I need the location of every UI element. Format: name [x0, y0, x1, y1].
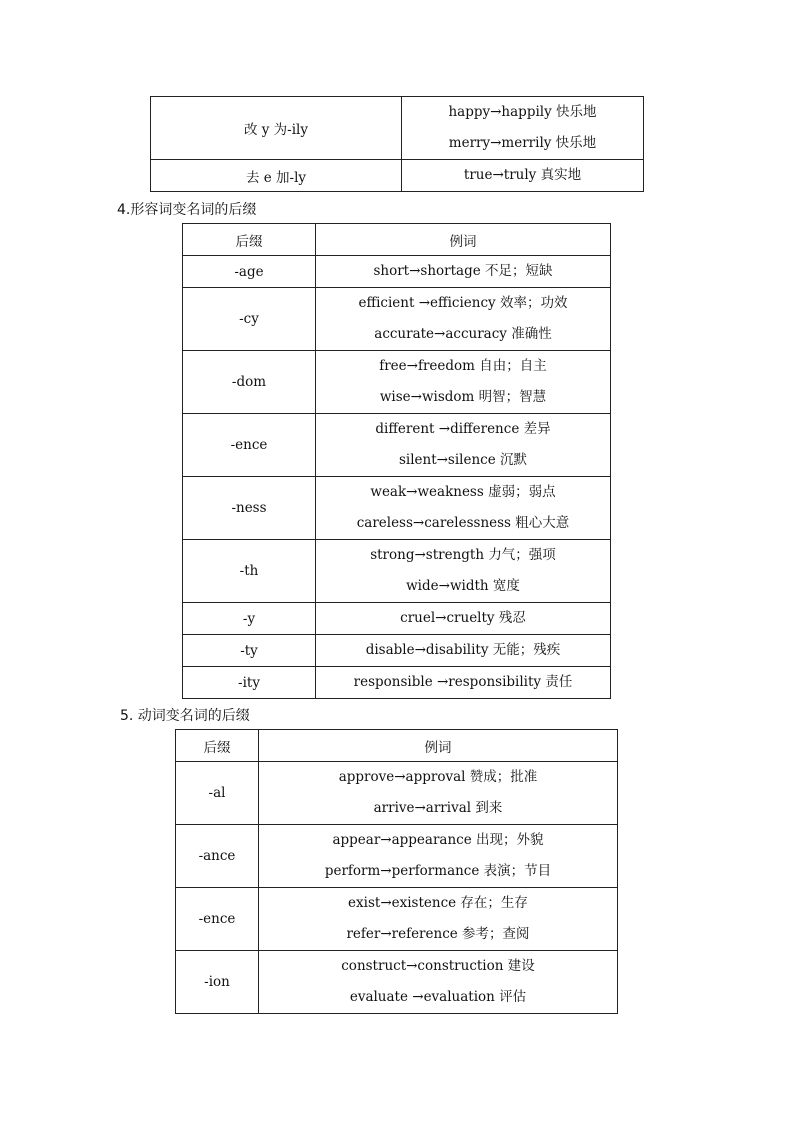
suffix-header: 后缀	[183, 224, 316, 256]
example-text: disable→disability 无能；残疾	[365, 642, 561, 658]
suffix-header: 后缀	[176, 730, 259, 762]
example-text: approve→approval 赞成；批准	[338, 769, 538, 785]
example-text: evaluate →evaluation 评估	[349, 989, 527, 1005]
adverb-suffix-table	[150, 96, 644, 192]
suffix-cell: -ity	[183, 667, 316, 699]
examples-cell	[259, 888, 618, 951]
suffix-cell: -dom	[183, 351, 316, 414]
table-row	[183, 351, 611, 414]
section-4-heading: 4.形容词变名词的后缀	[117, 202, 257, 218]
table-row	[183, 667, 611, 699]
table-row	[183, 477, 611, 540]
verb-to-noun-suffix-table	[175, 729, 618, 1014]
suffix-cell: -ty	[183, 635, 316, 667]
suffix-cell: -ance	[176, 825, 259, 888]
examples-cell	[259, 951, 618, 1014]
example-text: cruel→cruelty 残忍	[400, 610, 526, 626]
suffix-cell: -cy	[183, 288, 316, 351]
suffix-cell: -al	[176, 762, 259, 825]
suffix-cell: -age	[183, 256, 316, 288]
example-text: happy→happily 快乐地	[448, 104, 597, 120]
example-text: perform→performance 表演；节目	[324, 863, 552, 879]
example-text: construct→construction 建设	[341, 958, 535, 974]
example-text: different →difference 差异	[375, 421, 551, 437]
example-text: merry→merrily 快乐地	[448, 135, 597, 151]
table-row	[183, 414, 611, 477]
suffix-cell: -ence	[183, 414, 316, 477]
table-row	[183, 540, 611, 603]
examples-cell	[259, 825, 618, 888]
example-text: strong→strength 力气；强项	[370, 547, 556, 563]
table-row	[183, 603, 611, 635]
table-row	[183, 256, 611, 288]
suffix-cell: -th	[183, 540, 316, 603]
suffix-cell: -ness	[183, 477, 316, 540]
example-text: responsible →responsibility 责任	[353, 674, 573, 690]
examples-cell	[316, 667, 611, 699]
examples-header: 例词	[259, 730, 618, 762]
example-text: appear→appearance 出现；外貌	[332, 832, 544, 848]
table-row	[176, 951, 618, 1014]
examples-cell	[402, 97, 644, 160]
rule-cell: 改 y 为-ily	[151, 97, 402, 160]
table-row	[176, 762, 618, 825]
examples-cell	[316, 635, 611, 667]
table-row	[151, 97, 644, 160]
example-text: true→truly 真实地	[463, 167, 582, 183]
examples-cell	[316, 540, 611, 603]
example-text: free→freedom 自由；自主	[379, 358, 547, 374]
section-5-heading: 5. 动词变名词的后缀	[120, 708, 250, 724]
example-text: weak→weakness 虚弱；弱点	[370, 484, 556, 500]
suffix-cell: -ion	[176, 951, 259, 1014]
examples-cell	[316, 414, 611, 477]
suffix-cell: -ence	[176, 888, 259, 951]
example-text: efficient →efficiency 效率；功效	[358, 295, 568, 311]
example-text: wide→width 宽度	[406, 578, 520, 594]
adjective-to-noun-suffix-table	[182, 223, 611, 699]
examples-cell	[316, 603, 611, 635]
example-text: exist→existence 存在；生存	[348, 895, 528, 911]
examples-cell	[316, 477, 611, 540]
example-text: short→shortage 不足；短缺	[373, 263, 553, 279]
example-text: wise→wisdom 明智；智慧	[379, 389, 547, 405]
table-header-row	[176, 730, 618, 762]
table-header-row	[183, 224, 611, 256]
examples-cell	[316, 351, 611, 414]
table-row	[176, 825, 618, 888]
example-text: careless→carelessness 粗心大意	[356, 515, 570, 531]
examples-header: 例词	[316, 224, 611, 256]
rule-cell: 去 e 加-ly	[151, 160, 402, 192]
example-text: accurate→accuracy 准确性	[374, 326, 552, 342]
examples-cell	[316, 256, 611, 288]
table-row	[176, 888, 618, 951]
table-row	[183, 288, 611, 351]
examples-cell	[316, 288, 611, 351]
example-text: silent→silence 沉默	[398, 452, 528, 468]
suffix-cell: -y	[183, 603, 316, 635]
table-row	[151, 160, 644, 192]
examples-cell	[259, 762, 618, 825]
table-row	[183, 635, 611, 667]
example-text: arrive→arrival 到来	[373, 800, 503, 816]
examples-cell	[402, 160, 644, 192]
example-text: refer→reference 参考；查阅	[346, 926, 530, 942]
